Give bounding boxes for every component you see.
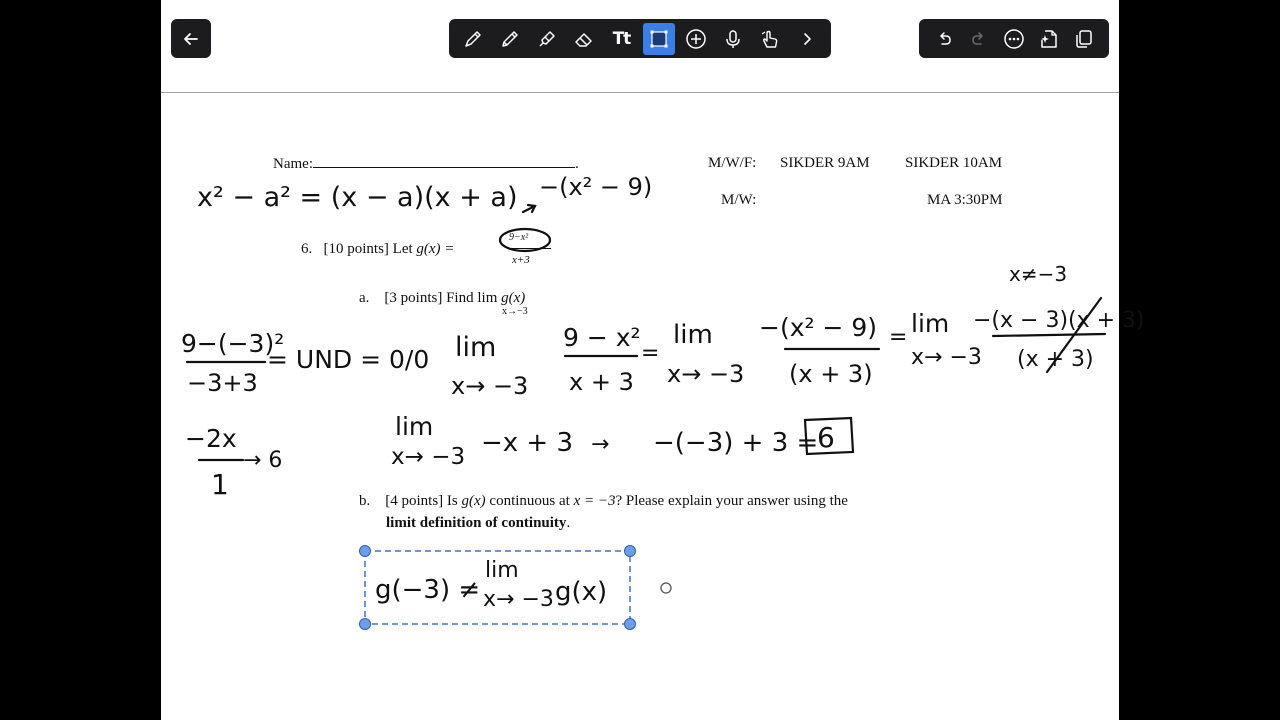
lasso-select-icon bbox=[648, 28, 670, 50]
highlighter-tool-button[interactable] bbox=[531, 23, 563, 55]
redo-button[interactable] bbox=[964, 23, 994, 55]
problem-points: [10 points] Let bbox=[323, 241, 413, 257]
record-audio-button[interactable] bbox=[717, 23, 749, 55]
redo-icon bbox=[969, 29, 989, 49]
ink-deriv-den: 1 bbox=[211, 468, 229, 501]
pencil-icon bbox=[499, 28, 521, 50]
lasso-select-tool-button[interactable] bbox=[643, 23, 675, 55]
arrow-left-icon bbox=[182, 30, 200, 48]
part-b-text2: continuous at bbox=[489, 493, 570, 509]
svg-text:=: = bbox=[889, 325, 908, 350]
share-icon bbox=[1038, 28, 1060, 50]
selection-handle-bl[interactable] bbox=[360, 619, 371, 630]
ink-lim-1: lim bbox=[455, 332, 497, 363]
svg-text:→: → bbox=[591, 432, 610, 457]
ink-step-eval: −(−3) + 3 = bbox=[653, 428, 819, 458]
tool-palette bbox=[449, 19, 831, 58]
ink-answer: 6 bbox=[817, 421, 835, 454]
selection-rotate-handle[interactable] bbox=[661, 583, 671, 593]
selection-handle-tl[interactable] bbox=[360, 546, 371, 557]
pen-icon bbox=[462, 28, 484, 50]
name-line: Name: . bbox=[273, 156, 579, 172]
highlighter-icon bbox=[536, 28, 558, 50]
touch-hand-icon bbox=[759, 28, 781, 50]
ink-selection-g2: g(x) bbox=[555, 577, 608, 607]
handwriting-layer[interactable] bbox=[161, 0, 1145, 720]
section-9am: SIKDER 9AM bbox=[780, 155, 870, 171]
ink-hint: −(x² − 9) bbox=[539, 173, 653, 201]
pages-button[interactable] bbox=[1069, 23, 1099, 55]
problem-number: 6. bbox=[301, 241, 313, 257]
back-button[interactable] bbox=[171, 19, 211, 58]
part-b-line2: limit definition of continuity. bbox=[386, 515, 571, 531]
part-b-text3: ? Please explain your answer using the bbox=[615, 493, 848, 509]
section-10am: SIKDER 10AM bbox=[905, 155, 1003, 171]
text-tool-button[interactable] bbox=[605, 23, 637, 55]
part-b-text1: [4 points] Is bbox=[385, 493, 458, 509]
eraser-icon bbox=[573, 28, 595, 50]
ink-lim-4-sub: x→ −3 bbox=[391, 444, 466, 470]
ink-frac1-den: x + 3 bbox=[569, 368, 634, 396]
mw-label: M/W: bbox=[721, 192, 757, 208]
ink-lim-2-sub: x→ −3 bbox=[667, 360, 745, 388]
expand-tools-button[interactable] bbox=[791, 23, 823, 55]
action-toolbar bbox=[919, 19, 1109, 58]
text-tool-icon: Tt bbox=[612, 28, 631, 49]
ink-lim-3-sub: x→ −3 bbox=[911, 345, 982, 370]
pen-tool-button[interactable] bbox=[457, 23, 489, 55]
part-a-subscript: x→−3 bbox=[502, 306, 528, 317]
ink-eval-denominator: −3+3 bbox=[187, 369, 258, 397]
share-button[interactable] bbox=[1034, 23, 1064, 55]
ink-frac2-num: −(x² − 9) bbox=[759, 313, 878, 342]
undo-icon bbox=[934, 29, 954, 49]
ink-frac1-num: 9 − x² bbox=[563, 323, 641, 352]
ink-deriv-result: → 6 bbox=[243, 448, 283, 473]
problem-function: g(x) = bbox=[416, 241, 455, 257]
part-b-bold: limit definition of continuity bbox=[386, 515, 567, 531]
part-b-equation: x = −3 bbox=[573, 493, 616, 509]
pencil-tool-button[interactable] bbox=[494, 23, 526, 55]
ink-frac3-bar bbox=[993, 334, 1105, 336]
ink-lim-1-sub: x→ −3 bbox=[451, 372, 529, 400]
add-icon bbox=[685, 28, 707, 50]
notebook-page[interactable] bbox=[161, 0, 1145, 720]
svg-text:=: = bbox=[641, 341, 660, 366]
pages-icon bbox=[1073, 28, 1095, 50]
part-a-label: a. bbox=[359, 290, 370, 306]
ink-eval-numerator: 9−(−3)² bbox=[181, 329, 285, 358]
selection-handle-br[interactable] bbox=[625, 619, 636, 630]
ink-step-expr: −x + 3 bbox=[481, 428, 574, 458]
ink-lim-3: lim bbox=[911, 309, 950, 338]
chevron-right-icon bbox=[800, 28, 814, 50]
ink-undefined: = UND = 0/0 bbox=[267, 345, 430, 374]
ink-selection-g: g(−3) ≠ bbox=[375, 575, 481, 605]
ink-frac3-den: (x + 3) bbox=[1017, 347, 1094, 372]
part-b-label: b. bbox=[359, 493, 371, 509]
ink-condition: x≠−3 bbox=[1009, 262, 1068, 286]
name-label: Name: bbox=[273, 156, 313, 172]
ink-identity: x² − a² = (x − a)(x + a) bbox=[197, 182, 518, 213]
part-a-lim: lim bbox=[477, 290, 498, 306]
problem-denominator: x+3 bbox=[512, 254, 530, 266]
microphone-icon bbox=[722, 28, 744, 50]
part-b-function: g(x) bbox=[461, 493, 486, 509]
eraser-tool-button[interactable] bbox=[568, 23, 600, 55]
add-button[interactable] bbox=[680, 23, 712, 55]
ink-lim-2: lim bbox=[673, 320, 713, 350]
undo-button[interactable] bbox=[929, 23, 959, 55]
ink-deriv-num: −2x bbox=[185, 424, 237, 453]
ink-selection-lim: lim bbox=[485, 558, 519, 583]
more-icon bbox=[1003, 28, 1025, 50]
touch-mode-button[interactable] bbox=[754, 23, 786, 55]
ink-lim-4: lim bbox=[395, 412, 434, 441]
part-a-text: [3 points] Find bbox=[384, 290, 474, 306]
section-330: MA 3:30PM bbox=[927, 192, 1003, 208]
ink-numerator-circle bbox=[500, 229, 550, 251]
more-button[interactable] bbox=[999, 23, 1029, 55]
selection-handle-tr[interactable] bbox=[625, 546, 636, 557]
part-a-function: g(x) bbox=[501, 290, 526, 306]
ink-frac2-den: (x + 3) bbox=[789, 360, 873, 388]
mwf-label: M/W/F: bbox=[708, 155, 757, 171]
ink-selection-lim-sub: x→ −3 bbox=[483, 587, 554, 612]
ink-frac3-num: −(x − 3)(x + 3) bbox=[973, 308, 1145, 333]
problem-numerator: 9−x² bbox=[509, 232, 529, 243]
